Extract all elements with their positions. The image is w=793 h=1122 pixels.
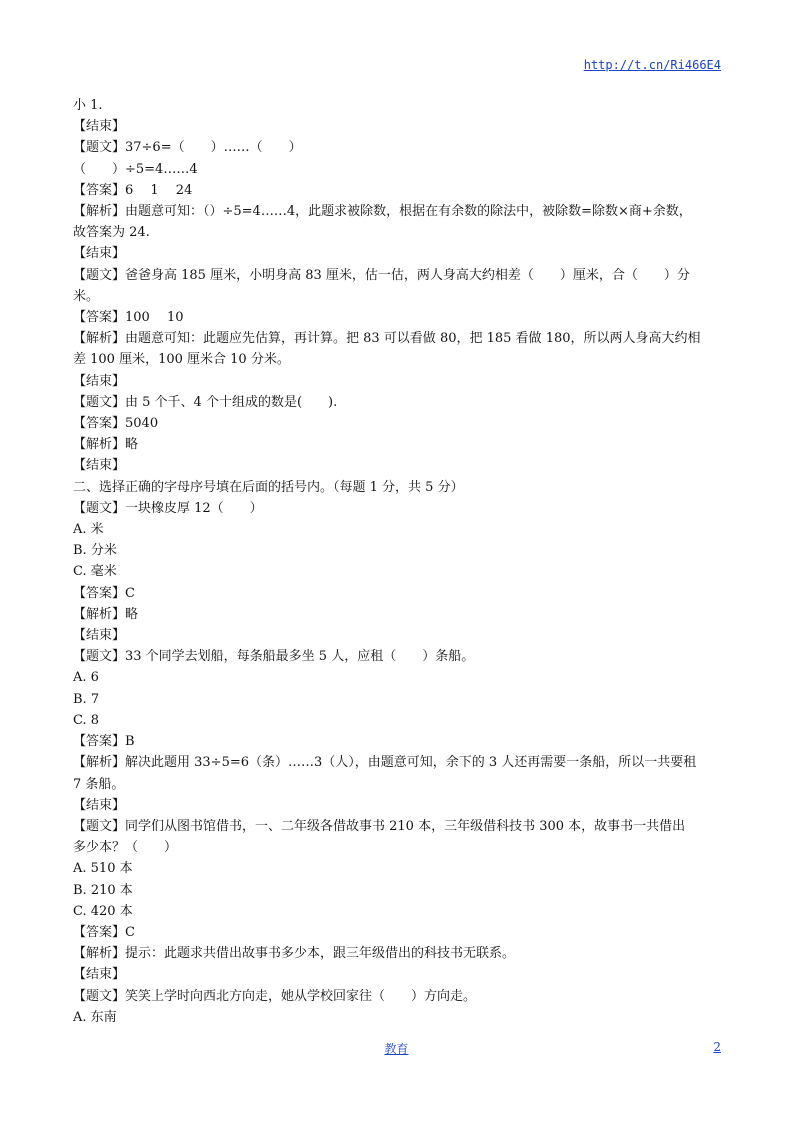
text-line: 【解析】略 [73,606,139,622]
text-line: 【解析】解决此题用 33÷5=6（条）……3（人），由题意可知，余下的 3 人还再需要一条船，所以一共要租 [73,755,697,771]
text-line: 【题文】33 个同学去划船，每条船最多坐 5 人，应租（ ）条船。 [73,649,475,665]
text-line: 【结束】 [73,797,126,813]
text-line: 【解析】由题意可知：此题应先估算，再计算。把 83 可以看做 80，把 185 看做 180，所以两人身高大约相 [73,331,701,347]
header-url-link[interactable]: http://t.cn/Ri466E4 [583,58,721,72]
text-line: 故答案为 24. [73,225,150,241]
text-line: 【题文】爸爸身高 185 厘米，小明身高 83 厘米，估一估，两人身高大约相差（ ）厘米，合（ ）分 [73,267,690,283]
text-line: C. 420 本 [73,903,133,919]
text-line: 【答案】B [73,734,135,750]
text-line: B. 210 本 [73,882,133,898]
text-line: 差 100 厘米，100 厘米合 10 分米。 [73,352,290,368]
text-line: A. 6 [73,670,99,686]
text-line: B. 分米 [73,543,117,559]
text-line: 【答案】C [73,585,135,601]
text-line: B. 7 [73,691,100,707]
text-line: 多少本？（ ） [73,840,178,856]
text-line: A. 510 本 [73,861,133,877]
text-line: 二、选择正确的字母序号填在后面的括号内。（每题 1 分，共 5 分） [73,479,464,495]
text-line: A. 米 [73,522,104,538]
text-line: 【结束】 [73,458,126,474]
text-line: 【答案】C [73,924,135,940]
text-line: 【结束】 [73,119,126,135]
text-line: 【题文】37÷6=（ ）……（ ） [73,140,302,156]
text-line: 7 条船。 [73,776,125,792]
text-line: 【结束】 [73,628,126,644]
text-line: 小 1. [73,98,103,113]
text-line: 【答案】5040 [73,416,159,432]
document-body [73,95,725,1028]
text-line: 【题文】笑笑上学时向西北方向走，她从学校回家往（ ）方向走。 [73,988,477,1004]
text-line: 【题文】同学们从图书馆借书，一、二年级各借故事书 210 本，三年级借科技书 300 本，故事书一共借出 [73,818,686,834]
text-line: C. 毫米 [73,564,117,580]
text-line: 【结束】 [73,246,126,262]
page-number: 2 [713,1040,721,1054]
text-line: 【解析】略 [73,437,139,453]
text-line: 米。 [73,288,100,304]
text-line: A. 东南 [73,1009,117,1025]
text-line: C. 8 [73,712,100,728]
footer-link[interactable]: 教育 [384,1042,409,1056]
text-line: 【解析】由题意可知：（）÷5=4……4，此题求被除数，根据在有余数的除法中，被除数=除数×商+余数， [73,204,692,220]
text-line: 【题文】由 5 个千、4 个十组成的数是( ). [73,394,338,410]
text-line: 【答案】100 10 [73,310,184,326]
text-line: 【解析】提示：此题求共借出故事书多少本，跟三年级借出的科技书无联系。 [73,946,516,962]
text-line: 【题文】一块橡皮厚 12（ ） [73,500,263,516]
text-line: 【结束】 [73,967,126,983]
text-line: 【结束】 [73,373,126,389]
text-line: 【答案】6 1 24 [73,182,193,198]
text-line: （ ）÷5=4……4 [73,161,198,177]
